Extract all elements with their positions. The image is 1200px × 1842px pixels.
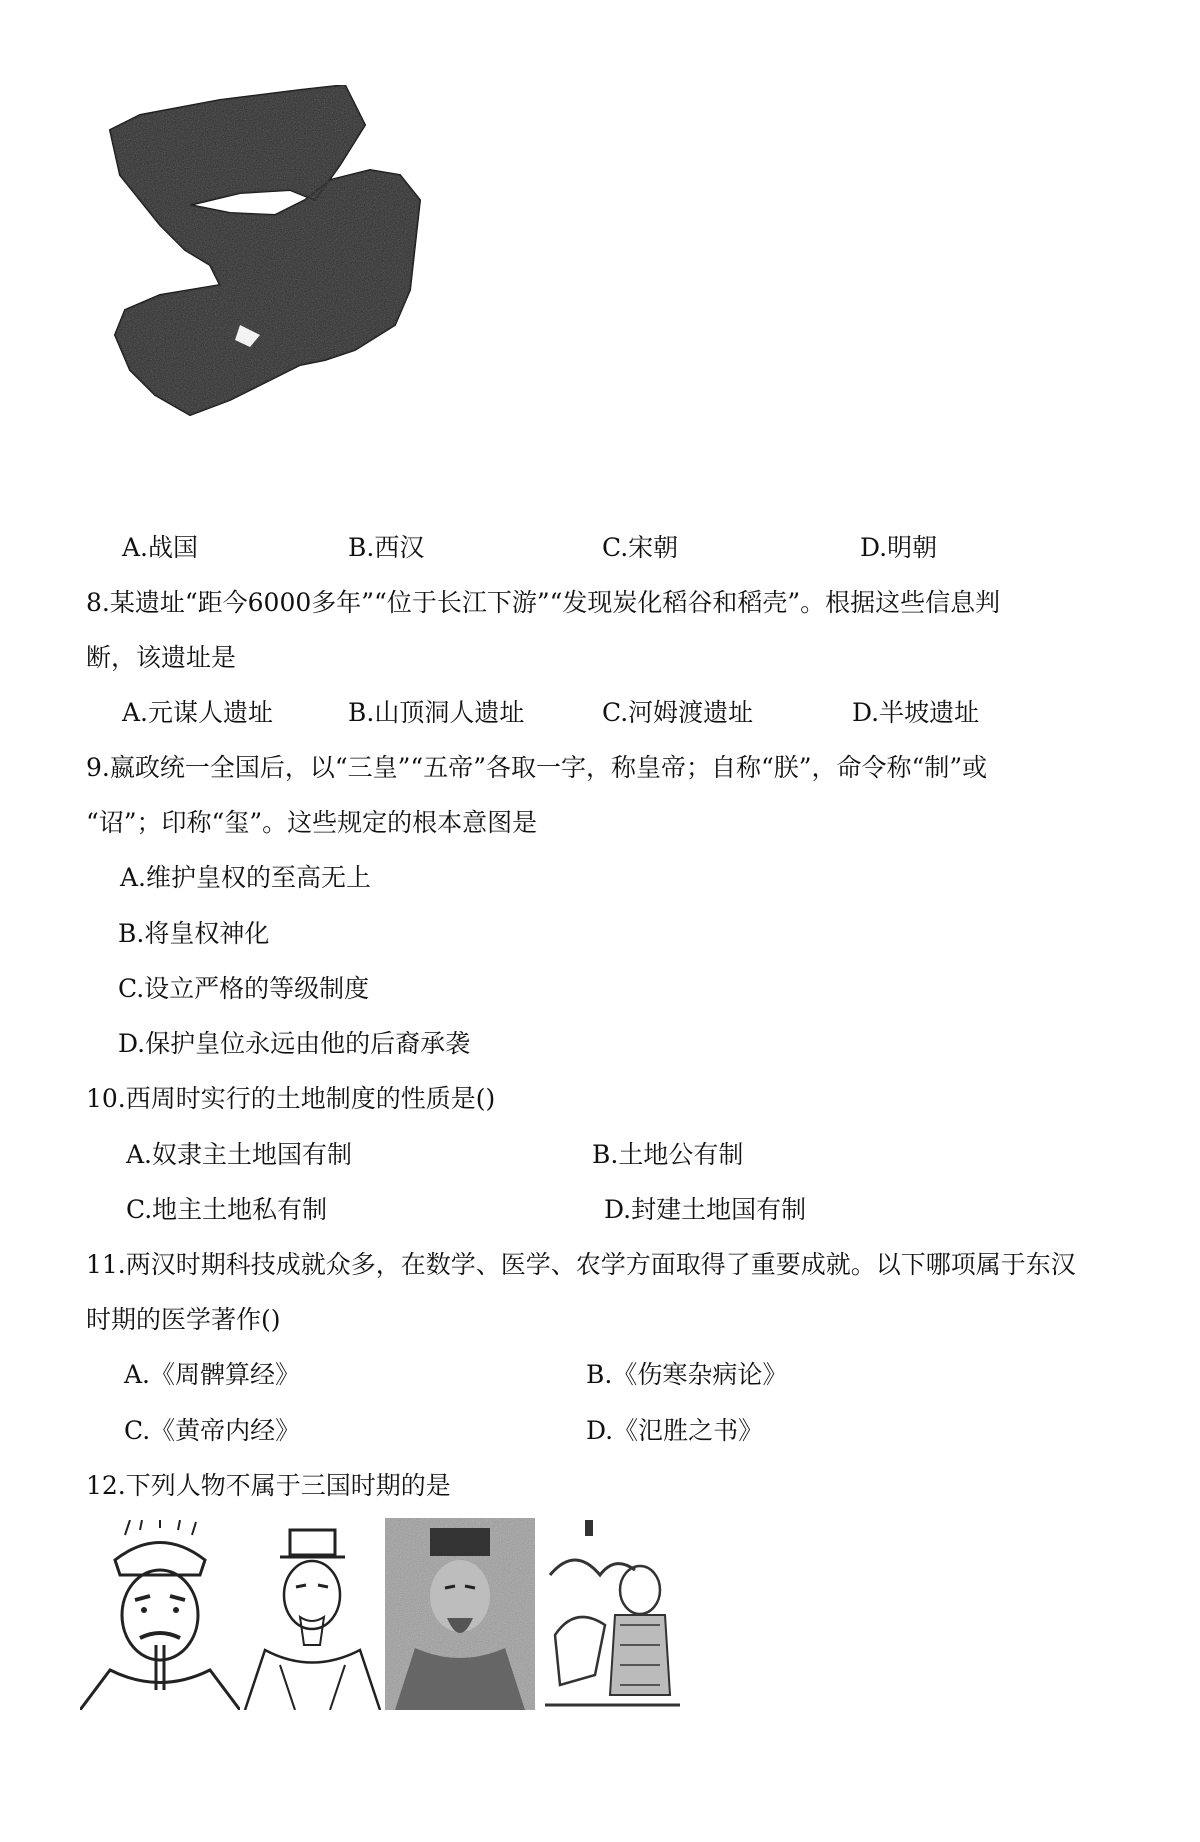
q7-option-b[interactable]: B.西汉 — [348, 533, 425, 562]
portrait-4-image — [535, 1515, 685, 1710]
q11-option-d[interactable]: D.《氾胜之书》 — [586, 1416, 764, 1445]
q7-option-a[interactable]: A.战国 — [122, 533, 199, 562]
q10-option-c[interactable]: C.地主土地私有制 — [126, 1195, 328, 1224]
q9-stem-line-2: “诏”；印称“玺”。这些规定的根本意图是 — [86, 808, 538, 837]
portrait-3-image — [385, 1518, 535, 1710]
q8-option-a[interactable]: A.元谋人遗址 — [122, 698, 274, 727]
q9-stem-line-1: 9.嬴政统一全国后，以“三皇”“五帝”各取一字，称皇帝；自称“朕”，命令称“制”或 — [86, 753, 988, 782]
portrait-2-image — [240, 1525, 385, 1710]
q7-option-d[interactable]: D.明朝 — [860, 533, 938, 562]
q11-option-a[interactable]: A.《周髀算经》 — [124, 1360, 301, 1389]
q9-option-c[interactable]: C.设立严格的等级制度 — [118, 974, 370, 1003]
q11-stem-line-1: 11.两汉时期科技成就众多，在数学、医学、农学方面取得了重要成就。以下哪项属于东汉 — [86, 1250, 1076, 1279]
q11-option-c[interactable]: C.《黄帝内经》 — [124, 1416, 301, 1445]
q8-option-b[interactable]: B.山顶洞人遗址 — [348, 698, 525, 727]
q9-option-d[interactable]: D.保护皇位永远由他的后裔承袭 — [118, 1029, 471, 1058]
q11-option-b[interactable]: B.《伤寒杂病论》 — [586, 1360, 788, 1389]
paper-fragment-image — [100, 85, 490, 485]
q8-stem-line-2: 断，该遗址是 — [86, 643, 237, 672]
q9-option-b[interactable]: B.将皇权神化 — [118, 919, 270, 948]
q8-option-c[interactable]: C.河姆渡遗址 — [602, 698, 754, 727]
q11-stem-line-2: 时期的医学著作() — [86, 1305, 281, 1334]
q10-option-b[interactable]: B.土地公有制 — [592, 1140, 744, 1169]
portrait-1-image — [80, 1520, 240, 1710]
q9-option-a[interactable]: A.维护皇权的至高无上 — [120, 863, 372, 892]
q8-stem-line-1: 8.某遗址“距今6000多年”“位于长江下游”“发现炭化稻谷和稻壳”。根据这些信息判 — [86, 588, 1001, 617]
q8-option-d[interactable]: D.半坡遗址 — [852, 698, 980, 727]
q10-option-d[interactable]: D.封建土地国有制 — [604, 1195, 807, 1224]
q12-stem: 12.下列人物不属于三国时期的是 — [86, 1471, 451, 1500]
q10-stem: 10.西周时实行的土地制度的性质是() — [86, 1084, 496, 1113]
q7-option-c[interactable]: C.宋朝 — [602, 533, 679, 562]
q10-option-a[interactable]: A.奴隶主土地国有制 — [126, 1140, 353, 1169]
